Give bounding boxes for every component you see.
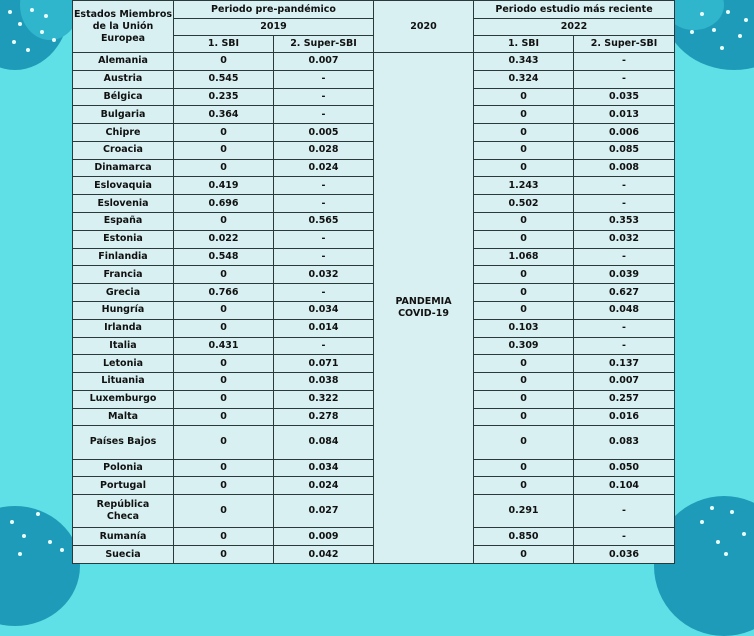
decorative-dot bbox=[18, 22, 22, 26]
sbi-2019-cell: 0 bbox=[174, 355, 274, 373]
country-cell: Rumanía bbox=[73, 528, 174, 546]
country-cell: Finlandia bbox=[73, 248, 174, 266]
super-sbi-2022-cell: 0.104 bbox=[574, 477, 675, 495]
super-sbi-2019-cell: 0.084 bbox=[274, 426, 374, 459]
country-cell: Bélgica bbox=[73, 88, 174, 106]
super-sbi-2022-cell: 0.008 bbox=[574, 159, 675, 177]
sbi-2022-cell: 0 bbox=[474, 88, 574, 106]
super-sbi-2019-cell: - bbox=[274, 106, 374, 124]
super-sbi-2022-cell: - bbox=[574, 495, 675, 528]
decorative-dot bbox=[742, 532, 746, 536]
header-super-2022: 2. Super-SBI bbox=[574, 36, 675, 53]
sbi-2019-cell: 0 bbox=[174, 390, 274, 408]
table-row bbox=[73, 248, 675, 266]
sbi-2022-cell: 0.850 bbox=[474, 528, 574, 546]
country-cell: Bulgaria bbox=[73, 106, 174, 124]
table-row bbox=[73, 141, 675, 159]
table-row bbox=[73, 355, 675, 373]
decorative-dot bbox=[44, 14, 48, 18]
table-row bbox=[73, 373, 675, 391]
sbi-2022-cell: 0 bbox=[474, 284, 574, 302]
super-sbi-2022-cell: 0.627 bbox=[574, 284, 675, 302]
table-row bbox=[73, 124, 675, 142]
decorative-dot bbox=[700, 520, 704, 524]
sbi-2022-cell: 0.324 bbox=[474, 70, 574, 88]
super-sbi-2019-cell: - bbox=[274, 177, 374, 195]
header-super-2019: 2. Super-SBI bbox=[274, 36, 374, 53]
super-sbi-2019-cell: 0.009 bbox=[274, 528, 374, 546]
decorative-dot bbox=[724, 552, 728, 556]
table-row bbox=[73, 106, 675, 124]
sbi-2022-cell: 1.068 bbox=[474, 248, 574, 266]
header-pre-pandemic: Periodo pre-pandémico bbox=[174, 1, 374, 19]
country-cell: Irlanda bbox=[73, 319, 174, 337]
country-cell: Polonia bbox=[73, 459, 174, 477]
decorative-dot bbox=[730, 510, 734, 514]
super-sbi-2019-cell: 0.278 bbox=[274, 408, 374, 426]
table-body bbox=[73, 53, 675, 564]
country-cell: Hungría bbox=[73, 301, 174, 319]
super-sbi-2019-cell: 0.014 bbox=[274, 319, 374, 337]
header-recent: Periodo estudio más reciente bbox=[474, 1, 675, 19]
table-row bbox=[73, 230, 675, 248]
sbi-2022-cell: 0.502 bbox=[474, 195, 574, 213]
sbi-2019-cell: 0 bbox=[174, 141, 274, 159]
country-cell: Dinamarca bbox=[73, 159, 174, 177]
sbi-2022-cell: 0 bbox=[474, 266, 574, 284]
super-sbi-2019-cell: - bbox=[274, 230, 374, 248]
sbi-2019-cell: 0 bbox=[174, 459, 274, 477]
sbi-2022-cell: 0 bbox=[474, 546, 574, 564]
sbi-2019-cell: 0.696 bbox=[174, 195, 274, 213]
super-sbi-2019-cell: 0.042 bbox=[274, 546, 374, 564]
decorative-dot bbox=[700, 12, 704, 16]
country-cell: Italia bbox=[73, 337, 174, 355]
decorative-dot bbox=[720, 46, 724, 50]
decorative-dot bbox=[40, 30, 44, 34]
super-sbi-2019-cell: 0.005 bbox=[274, 124, 374, 142]
super-sbi-2019-cell: 0.007 bbox=[274, 53, 374, 71]
country-cell: Croacia bbox=[73, 141, 174, 159]
country-cell: Malta bbox=[73, 408, 174, 426]
table-row bbox=[73, 266, 675, 284]
super-sbi-2022-cell: 0.039 bbox=[574, 266, 675, 284]
country-cell: Suecia bbox=[73, 546, 174, 564]
super-sbi-2022-cell: 0.013 bbox=[574, 106, 675, 124]
sbi-2022-cell: 0 bbox=[474, 477, 574, 495]
sbi-2022-cell: 0 bbox=[474, 141, 574, 159]
sbi-2022-cell: 0 bbox=[474, 230, 574, 248]
super-sbi-2022-cell: 0.006 bbox=[574, 124, 675, 142]
super-sbi-2019-cell: - bbox=[274, 70, 374, 88]
country-cell: Portugal bbox=[73, 477, 174, 495]
table-row bbox=[73, 426, 675, 459]
decorative-dot bbox=[30, 8, 34, 12]
sbi-2022-cell: 0 bbox=[474, 213, 574, 231]
sbi-2019-cell: 0.766 bbox=[174, 284, 274, 302]
decorative-blob bbox=[0, 506, 80, 626]
sbi-2022-cell: 0 bbox=[474, 159, 574, 177]
table-row bbox=[73, 390, 675, 408]
super-sbi-2022-cell: 0.007 bbox=[574, 373, 675, 391]
header-2020: 2020 bbox=[374, 1, 474, 53]
table-row bbox=[73, 337, 675, 355]
country-cell: Lituania bbox=[73, 373, 174, 391]
table-row bbox=[73, 195, 675, 213]
decorative-dot bbox=[36, 512, 40, 516]
country-cell: España bbox=[73, 213, 174, 231]
header-country: Estados Miembros de la Unión Europea bbox=[73, 1, 174, 53]
sbi-2022-cell: 0 bbox=[474, 106, 574, 124]
table-row bbox=[73, 159, 675, 177]
decorative-dot bbox=[690, 30, 694, 34]
country-cell: Austria bbox=[73, 70, 174, 88]
country-cell: Eslovenia bbox=[73, 195, 174, 213]
super-sbi-2022-cell: 0.036 bbox=[574, 546, 675, 564]
sbi-2019-cell: 0 bbox=[174, 213, 274, 231]
sbi-2022-cell: 0 bbox=[474, 390, 574, 408]
sbi-2019-cell: 0 bbox=[174, 528, 274, 546]
super-sbi-2022-cell: 0.353 bbox=[574, 213, 675, 231]
table-row bbox=[73, 459, 675, 477]
country-cell: Letonia bbox=[73, 355, 174, 373]
super-sbi-2022-cell: - bbox=[574, 528, 675, 546]
table-row bbox=[73, 495, 675, 528]
decorative-dot bbox=[712, 28, 716, 32]
decorative-dot bbox=[48, 540, 52, 544]
super-sbi-2022-cell: 0.035 bbox=[574, 88, 675, 106]
super-sbi-2019-cell: - bbox=[274, 248, 374, 266]
table-row bbox=[73, 213, 675, 231]
decorative-dot bbox=[18, 552, 22, 556]
sbi-2019-cell: 0 bbox=[174, 124, 274, 142]
super-sbi-2022-cell: - bbox=[574, 70, 675, 88]
super-sbi-2019-cell: 0.034 bbox=[274, 459, 374, 477]
table-row bbox=[73, 319, 675, 337]
sbi-2019-cell: 0.235 bbox=[174, 88, 274, 106]
country-cell: Países Bajos bbox=[73, 426, 174, 459]
super-sbi-2019-cell: 0.028 bbox=[274, 141, 374, 159]
sbi-2019-cell: 0 bbox=[174, 319, 274, 337]
sbi-2022-cell: 0 bbox=[474, 301, 574, 319]
country-cell: República Checa bbox=[73, 495, 174, 528]
eu-sbi-table bbox=[72, 0, 675, 564]
sbi-2019-cell: 0 bbox=[174, 301, 274, 319]
country-cell: Alemania bbox=[73, 53, 174, 71]
table-row bbox=[73, 408, 675, 426]
header-sbi-2022: 1. SBI bbox=[474, 36, 574, 53]
super-sbi-2022-cell: 0.137 bbox=[574, 355, 675, 373]
super-sbi-2022-cell: 0.032 bbox=[574, 230, 675, 248]
sbi-2022-cell: 0 bbox=[474, 355, 574, 373]
country-cell: Eslovaquia bbox=[73, 177, 174, 195]
table-row bbox=[73, 284, 675, 302]
sbi-2019-cell: 0 bbox=[174, 426, 274, 459]
super-sbi-2019-cell: 0.024 bbox=[274, 477, 374, 495]
super-sbi-2019-cell: - bbox=[274, 284, 374, 302]
table-row bbox=[73, 177, 675, 195]
super-sbi-2022-cell: - bbox=[574, 53, 675, 71]
sbi-2022-cell: 0 bbox=[474, 124, 574, 142]
sbi-2019-cell: 0.022 bbox=[174, 230, 274, 248]
sbi-2019-cell: 0 bbox=[174, 546, 274, 564]
super-sbi-2022-cell: - bbox=[574, 248, 675, 266]
sbi-2022-cell: 0 bbox=[474, 408, 574, 426]
decorative-dot bbox=[8, 10, 12, 14]
decorative-dot bbox=[744, 18, 748, 22]
decorative-dot bbox=[726, 10, 730, 14]
super-sbi-2022-cell: - bbox=[574, 177, 675, 195]
pandemic-label: PANDEMIA COVID-19 bbox=[374, 53, 474, 564]
decorative-dot bbox=[716, 540, 720, 544]
super-sbi-2022-cell: 0.257 bbox=[574, 390, 675, 408]
header-2019: 2019 bbox=[174, 19, 374, 36]
sbi-2019-cell: 0 bbox=[174, 373, 274, 391]
table-row bbox=[73, 301, 675, 319]
sbi-2022-cell: 0 bbox=[474, 459, 574, 477]
super-sbi-2019-cell: 0.027 bbox=[274, 495, 374, 528]
super-sbi-2019-cell: - bbox=[274, 337, 374, 355]
table-row bbox=[73, 70, 675, 88]
super-sbi-2019-cell: - bbox=[274, 195, 374, 213]
decorative-dot bbox=[738, 34, 742, 38]
sbi-2022-cell: 0.309 bbox=[474, 337, 574, 355]
super-sbi-2019-cell: 0.032 bbox=[274, 266, 374, 284]
country-cell: Francia bbox=[73, 266, 174, 284]
super-sbi-2019-cell: 0.565 bbox=[274, 213, 374, 231]
decorative-dot bbox=[12, 40, 16, 44]
table-row bbox=[73, 53, 675, 71]
sbi-2019-cell: 0 bbox=[174, 53, 274, 71]
sbi-2022-cell: 0.343 bbox=[474, 53, 574, 71]
country-cell: Grecia bbox=[73, 284, 174, 302]
country-cell: Luxemburgo bbox=[73, 390, 174, 408]
sbi-2022-cell: 0.291 bbox=[474, 495, 574, 528]
super-sbi-2019-cell: 0.071 bbox=[274, 355, 374, 373]
table-row bbox=[73, 528, 675, 546]
sbi-2022-cell: 0 bbox=[474, 373, 574, 391]
country-cell: Estonia bbox=[73, 230, 174, 248]
header-sbi-2019: 1. SBI bbox=[174, 36, 274, 53]
super-sbi-2019-cell: 0.038 bbox=[274, 373, 374, 391]
super-sbi-2022-cell: - bbox=[574, 337, 675, 355]
super-sbi-2022-cell: 0.083 bbox=[574, 426, 675, 459]
header-2022: 2022 bbox=[474, 19, 675, 36]
super-sbi-2022-cell: 0.050 bbox=[574, 459, 675, 477]
super-sbi-2022-cell: 0.048 bbox=[574, 301, 675, 319]
sbi-2019-cell: 0.548 bbox=[174, 248, 274, 266]
country-cell: Chipre bbox=[73, 124, 174, 142]
sbi-2022-cell: 0.103 bbox=[474, 319, 574, 337]
sbi-2019-cell: 0 bbox=[174, 477, 274, 495]
super-sbi-2019-cell: 0.034 bbox=[274, 301, 374, 319]
super-sbi-2019-cell: - bbox=[274, 88, 374, 106]
super-sbi-2019-cell: 0.322 bbox=[274, 390, 374, 408]
super-sbi-2022-cell: 0.085 bbox=[574, 141, 675, 159]
decorative-dot bbox=[10, 520, 14, 524]
sbi-2019-cell: 0.545 bbox=[174, 70, 274, 88]
sbi-2019-cell: 0 bbox=[174, 495, 274, 528]
sbi-2019-cell: 0.364 bbox=[174, 106, 274, 124]
decorative-dot bbox=[60, 548, 64, 552]
sbi-2019-cell: 0 bbox=[174, 159, 274, 177]
super-sbi-2022-cell: - bbox=[574, 195, 675, 213]
sbi-2022-cell: 1.243 bbox=[474, 177, 574, 195]
sbi-2019-cell: 0 bbox=[174, 266, 274, 284]
super-sbi-2019-cell: 0.024 bbox=[274, 159, 374, 177]
sbi-2022-cell: 0 bbox=[474, 426, 574, 459]
decorative-dot bbox=[26, 48, 30, 52]
decorative-dot bbox=[52, 38, 56, 42]
decorative-dot bbox=[22, 534, 26, 538]
super-sbi-2022-cell: - bbox=[574, 319, 675, 337]
sbi-2019-cell: 0.419 bbox=[174, 177, 274, 195]
table-row bbox=[73, 546, 675, 564]
sbi-2019-cell: 0 bbox=[174, 408, 274, 426]
table-row bbox=[73, 477, 675, 495]
decorative-dot bbox=[710, 506, 714, 510]
sbi-2019-cell: 0.431 bbox=[174, 337, 274, 355]
super-sbi-2022-cell: 0.016 bbox=[574, 408, 675, 426]
table-row bbox=[73, 88, 675, 106]
